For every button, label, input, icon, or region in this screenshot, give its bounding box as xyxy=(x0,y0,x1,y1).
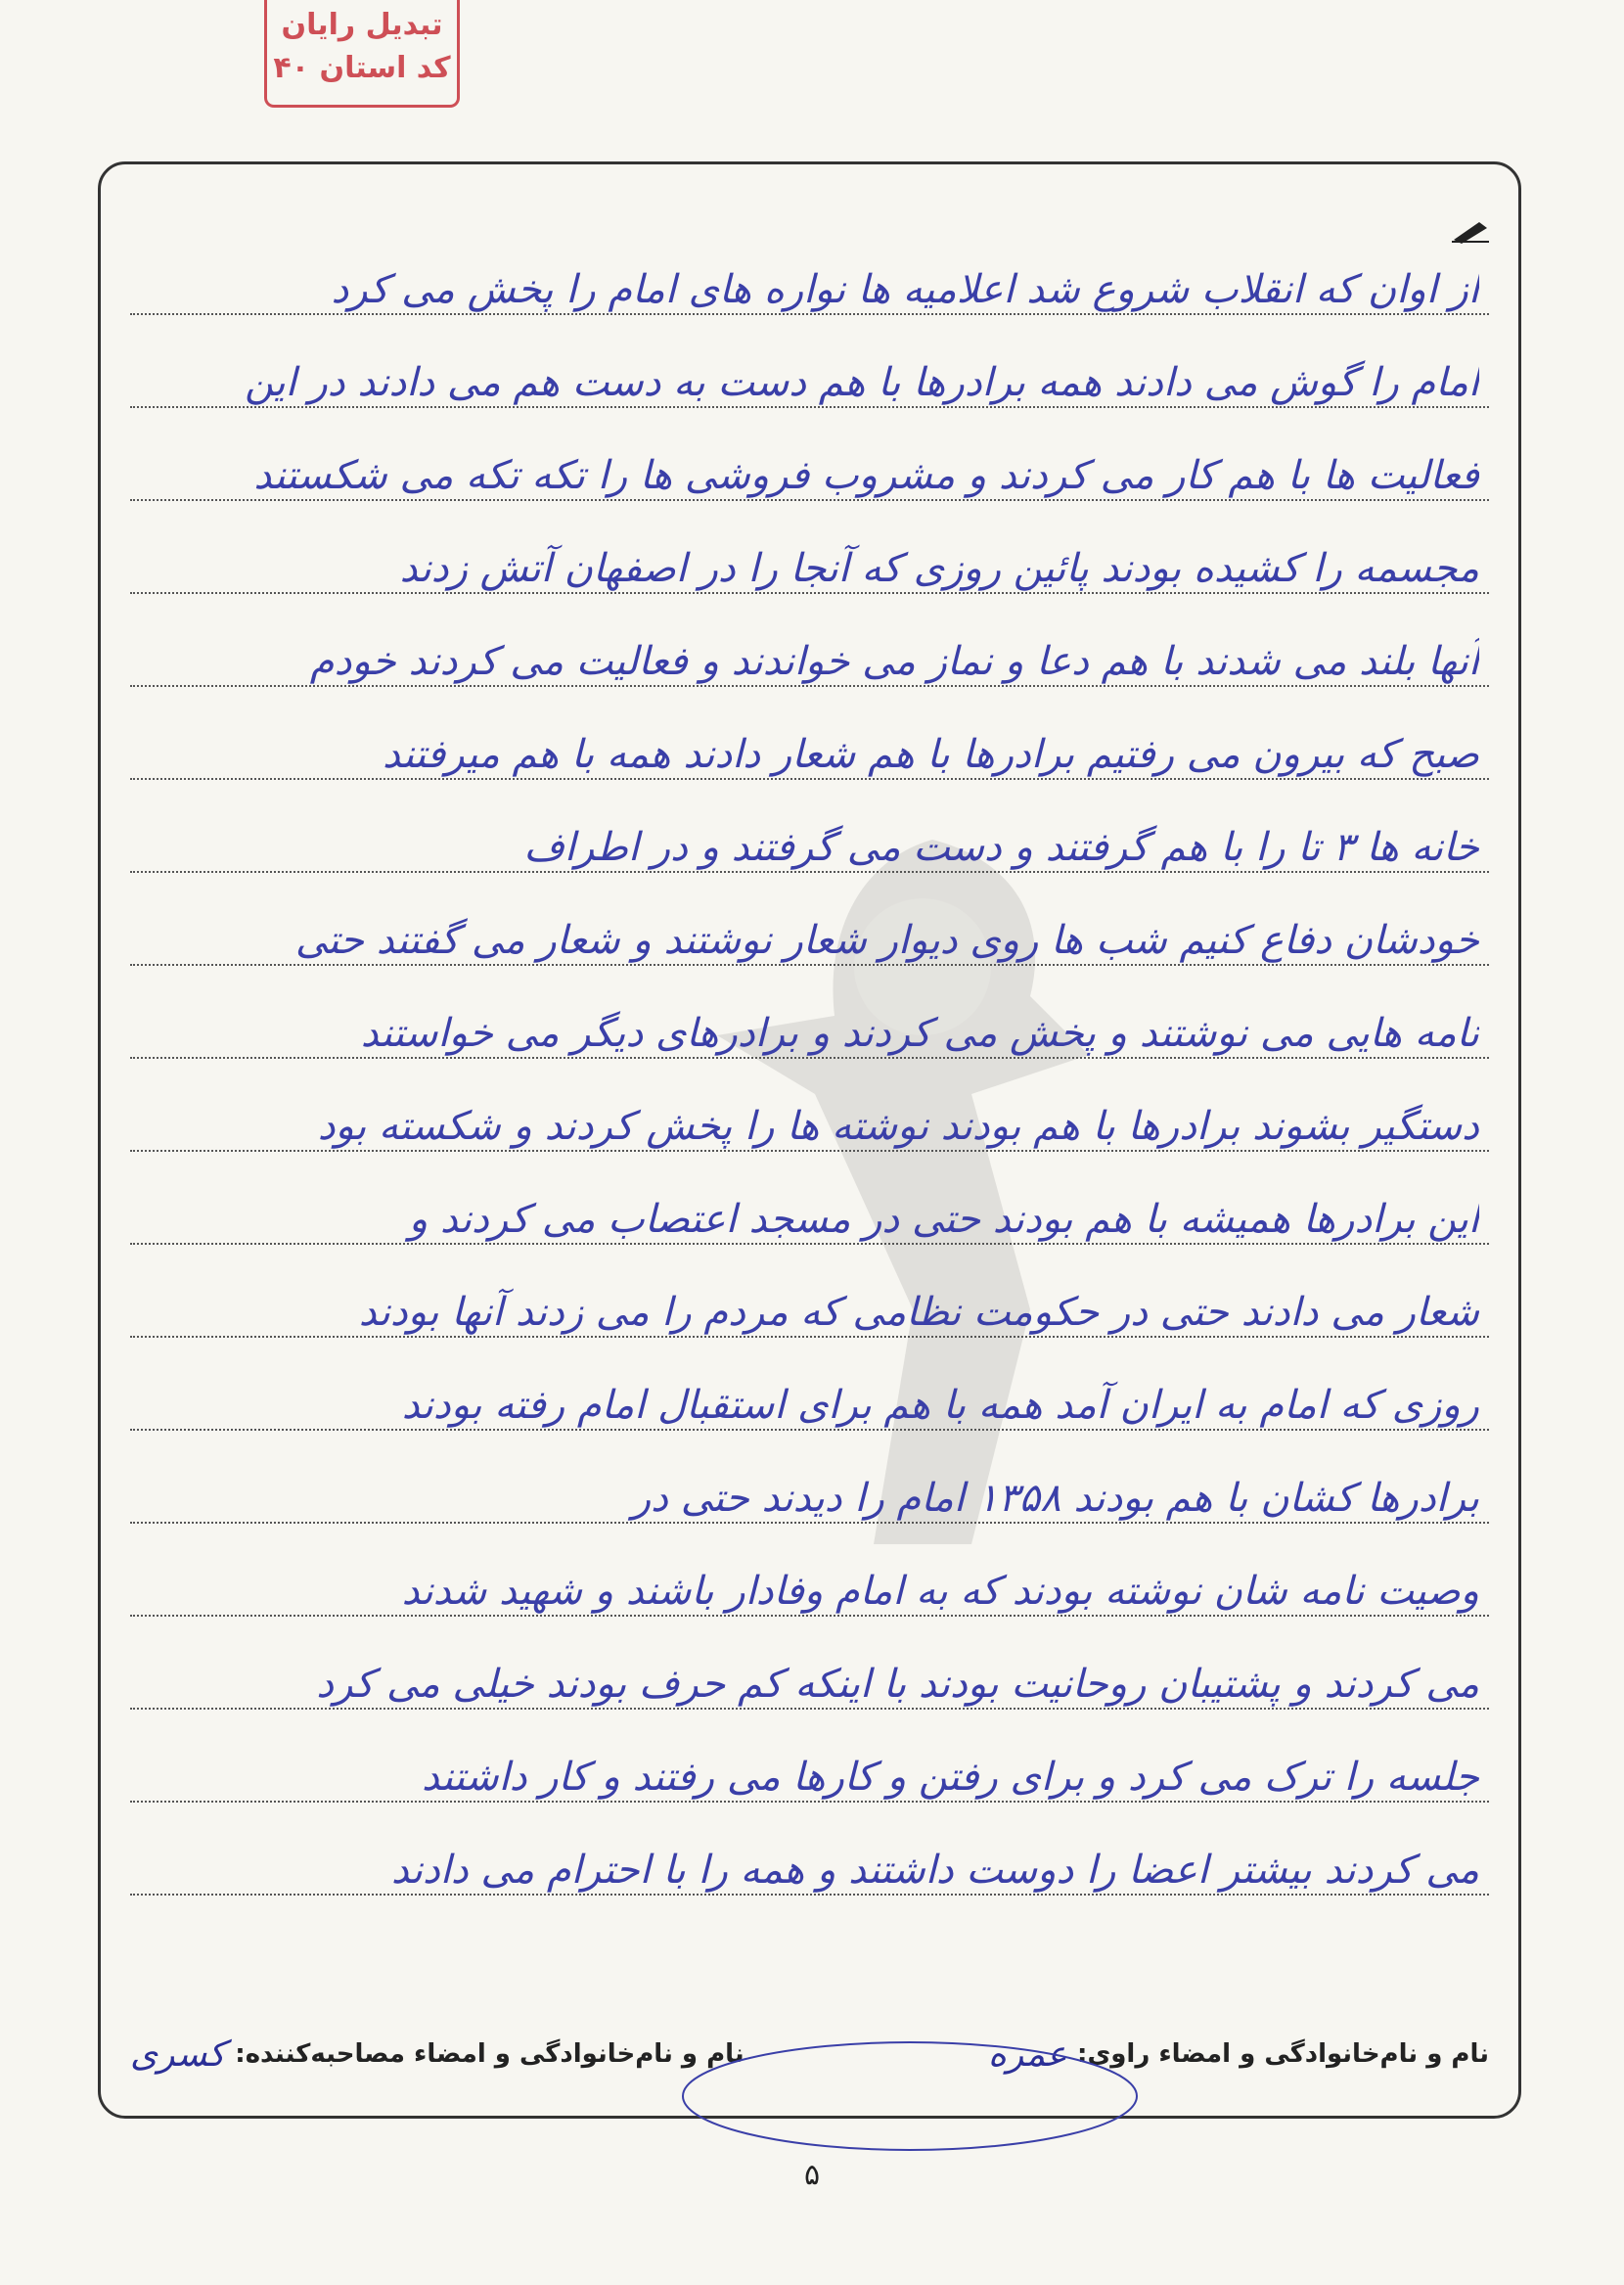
signature-oval-icon xyxy=(675,2035,1145,2163)
handwritten-line: می کردند بیشتر اعضا را دوست داشتند و همه را با احترام می دادند xyxy=(390,1848,1479,1893)
ruled-lines xyxy=(101,164,1518,2116)
page-number: ۵ xyxy=(803,2158,821,2192)
handwritten-line: فعالیت ها با هم کار می کردند و مشروب فروشی ها را تکه تکه می شکستند xyxy=(253,453,1479,498)
narrator-signature: ﻋﻤﺮﻩ xyxy=(988,2034,1068,2075)
handwritten-line: از اوان که انقلاب شروع شد اعلامیه ها نواره های امام را پخش می کرد xyxy=(331,267,1479,312)
interviewer-field xyxy=(130,2034,744,2075)
handwritten-line: برادرها کشان با هم بودند ۱۳۵۸ امام را دیدند حتی در xyxy=(631,1476,1479,1521)
handwritten-line: خانه ها ۳ تا را با هم گرفتند و دست می گرفتند و در اطراف xyxy=(523,825,1479,870)
handwritten-line: نامه هایی می نوشتند و پخش می کردند و برادرهای دیگر می خواستند xyxy=(360,1011,1479,1056)
handwritten-line: آنها بلند می شدند با هم دعا و نماز می خواندند و فعالیت می کردند خودم xyxy=(309,639,1479,684)
page-frame xyxy=(98,161,1521,2119)
handwritten-line: امام را گوش می دادند همه برادرها با هم دست به دست هم می دادند در این xyxy=(245,360,1479,405)
handwritten-line: وصیت نامه شان نوشته بودند که به امام وفادار باشند و شهید شدند xyxy=(401,1569,1479,1614)
handwritten-line: روزی که امام به ایران آمد همه با هم برای استقبال امام رفته بودند xyxy=(401,1383,1479,1428)
interviewer-label: نام و نام‌خانوادگی و امضاء مصاحبه‌کننده: xyxy=(235,2039,744,2069)
handwritten-line: می کردند و پشتیبان روحانیت بودند با اینکه کم حرف بودند خیلی می کرد xyxy=(316,1662,1479,1707)
stamp-line-2: کد استان ۴۰ xyxy=(273,51,451,85)
handwritten-line: این برادرها همیشه با هم بودند حتی در مسجد اعتصاب می کردند و xyxy=(408,1197,1479,1242)
handwritten-line: صبح که بیرون می رفتیم برادرها با هم شعار دادند همه با هم میرفتند xyxy=(382,732,1479,777)
handwritten-line: شعار می دادند حتی در حکومت نظامی که مردم را می زدند آنها بودند xyxy=(358,1290,1479,1335)
handwritten-line: دستگیر بشوند برادرها با هم بودند نوشته ها را پخش کردند و شکسته بود xyxy=(317,1104,1479,1149)
handwritten-line: مجسمه را کشیده بودند پائین روزی که آنجا را در اصفهان آتش زدند xyxy=(399,546,1479,591)
red-stamp xyxy=(264,0,460,108)
handwritten-line: جلسه را ترک می کرد و برای رفتن و کارها می رفتند و کار داشتند xyxy=(421,1755,1479,1800)
handwritten-line: خودشان دفاع کنیم شب ها روی دیوار شعار نوشتند و شعار می گفتند حتی xyxy=(294,918,1479,963)
interviewer-signature: کسری xyxy=(130,2034,226,2075)
stamp-line-1: تبدیل رایان xyxy=(281,8,443,42)
narrator-label: نام و نام‌خانوادگی و امضاء راوی: xyxy=(1077,2039,1489,2069)
